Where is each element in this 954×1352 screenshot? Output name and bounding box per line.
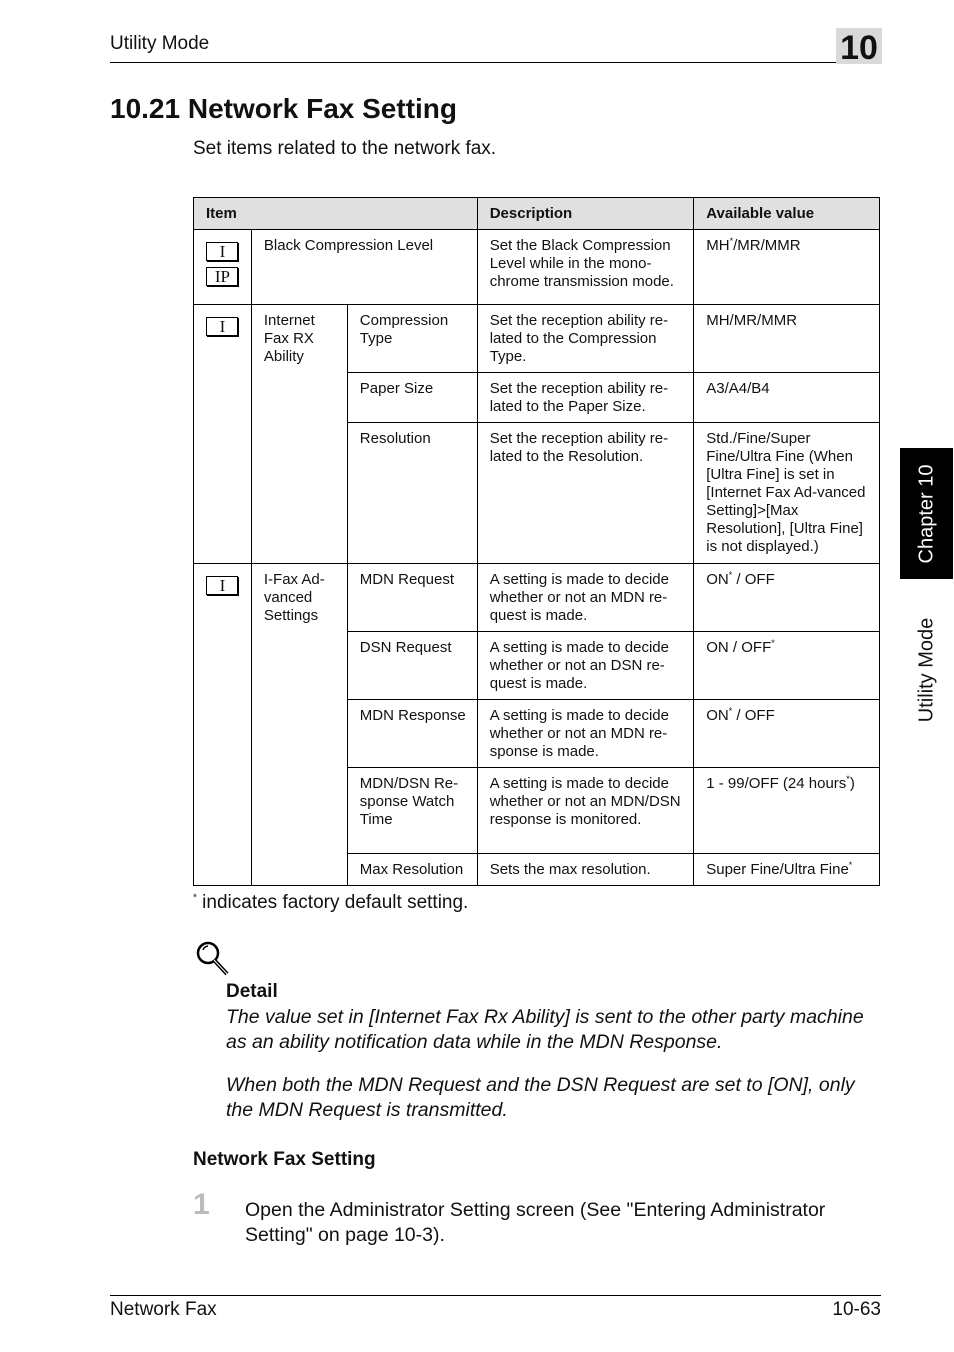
procedure-title: Network Fax Setting (193, 1149, 376, 1170)
table-row (194, 230, 880, 305)
side-section-label: Utility Mode (915, 617, 937, 723)
magnifier-icon (195, 940, 231, 978)
detail-paragraph: The value set in [Internet Fax Rx Ability] is sent to the other party machine as an ability notification data while in the MDN Response. (226, 1006, 864, 1053)
value-cell: ON / OFF* (694, 632, 880, 700)
header-item: Item (194, 198, 478, 230)
mode-icons-cell (194, 305, 252, 564)
description-cell: Set the reception ability re-lated to the Paper Size. (477, 373, 694, 423)
detail-title: Detail (226, 981, 278, 1002)
description-cell: Set the reception ability re-lated to the Compression Type. (477, 305, 694, 373)
item-cell: Compression Type (347, 305, 477, 373)
step-number: 1 (193, 1188, 210, 1221)
value-cell: Std./Fine/Super Fine/Ultra Fine (When [Ultra Fine] is set in [Internet Fax Ad-vanced Setting]>[Max Resolution], [Ultra Fine] is not displayed.) (694, 423, 880, 564)
value-cell: MH/MR/MMR (694, 305, 880, 373)
header-available-value: Available value (694, 198, 880, 230)
default-asterisk: * (728, 706, 733, 716)
footnote-asterisk: * (193, 892, 197, 904)
header-description: Description (477, 198, 694, 230)
section-title: 10.21 Network Fax Setting (110, 93, 458, 124)
i-mode-icon: I (206, 317, 238, 336)
page-number: 10-63 (832, 1299, 881, 1320)
item-cell: Resolution (347, 423, 477, 564)
settings-table (193, 197, 880, 886)
description-cell: Sets the max resolution. (477, 854, 694, 886)
i-mode-icon: I (206, 576, 238, 595)
running-header: Utility Mode (110, 33, 210, 54)
detail-paragraph: When both the MDN Request and the DSN Request are set to [ON], only the MDN Request is transmitted. (226, 1074, 855, 1121)
description-cell: Set the reception ability re-lated to the Resolution. (477, 423, 694, 564)
item-cell: MDN Response (347, 700, 477, 768)
value-cell: ON* / OFF (694, 564, 880, 632)
chapter-tab-label: Chapter 10 (915, 464, 937, 563)
value-cell: MH*/MR/MMR (694, 230, 880, 305)
value-cell: A3/A4/B4 (694, 373, 880, 423)
description-cell: A setting is made to decide whether or not an MDN re-sponse is made. (477, 700, 694, 768)
description-cell: A setting is made to decide whether or not an MDN/DSN response is monitored. (477, 768, 694, 854)
item-cell: MDN/DSN Re-sponse Watch Time (347, 768, 477, 854)
item-cell: Max Resolution (347, 854, 477, 886)
mode-icons-cell (194, 230, 252, 305)
section-intro: Set items related to the network fax. (193, 138, 497, 159)
item-cell: DSN Request (347, 632, 477, 700)
default-asterisk: * (848, 860, 853, 870)
chapter-number-badge: 10 (836, 28, 882, 64)
description-cell: Set the Black Compression Level while in the mono-chrome transmission mode. (477, 230, 694, 305)
footer-section: Network Fax (110, 1299, 217, 1320)
value-cell: ON* / OFF (694, 700, 880, 768)
header-rule (110, 62, 881, 63)
chapter-side-tab (900, 448, 953, 579)
value-cell: Super Fine/Ultra Fine* (694, 854, 880, 886)
description-cell: A setting is made to decide whether or not an DSN re-quest is made. (477, 632, 694, 700)
value-cell: 1 - 99/OFF (24 hours*) (694, 768, 880, 854)
table-footnote: * indicates factory default setting. (193, 892, 469, 913)
table-row (194, 305, 880, 373)
group-cell: Internet Fax RX Ability (251, 305, 347, 564)
mode-icons-cell (194, 564, 252, 886)
table-row (194, 564, 880, 632)
i-mode-icon: I (206, 242, 238, 261)
step-text: Open the Administrator Setting screen (See "Entering Administrator Setting" on page 10-3). (245, 1199, 826, 1246)
description-cell: A setting is made to decide whether or not an MDN re-quest is made. (477, 564, 694, 632)
default-asterisk: * (771, 638, 775, 648)
group-cell: I-Fax Ad-vanced Settings (251, 564, 347, 886)
table-header-row (194, 198, 880, 230)
item-cell: MDN Request (347, 564, 477, 632)
item-cell: Black Compression Level (251, 230, 477, 305)
default-asterisk: * (846, 774, 850, 784)
default-asterisk: * (729, 236, 734, 246)
item-cell: Paper Size (347, 373, 477, 423)
default-asterisk: * (728, 570, 733, 580)
ip-mode-icon: IP (206, 267, 238, 286)
footer-rule (110, 1295, 881, 1296)
